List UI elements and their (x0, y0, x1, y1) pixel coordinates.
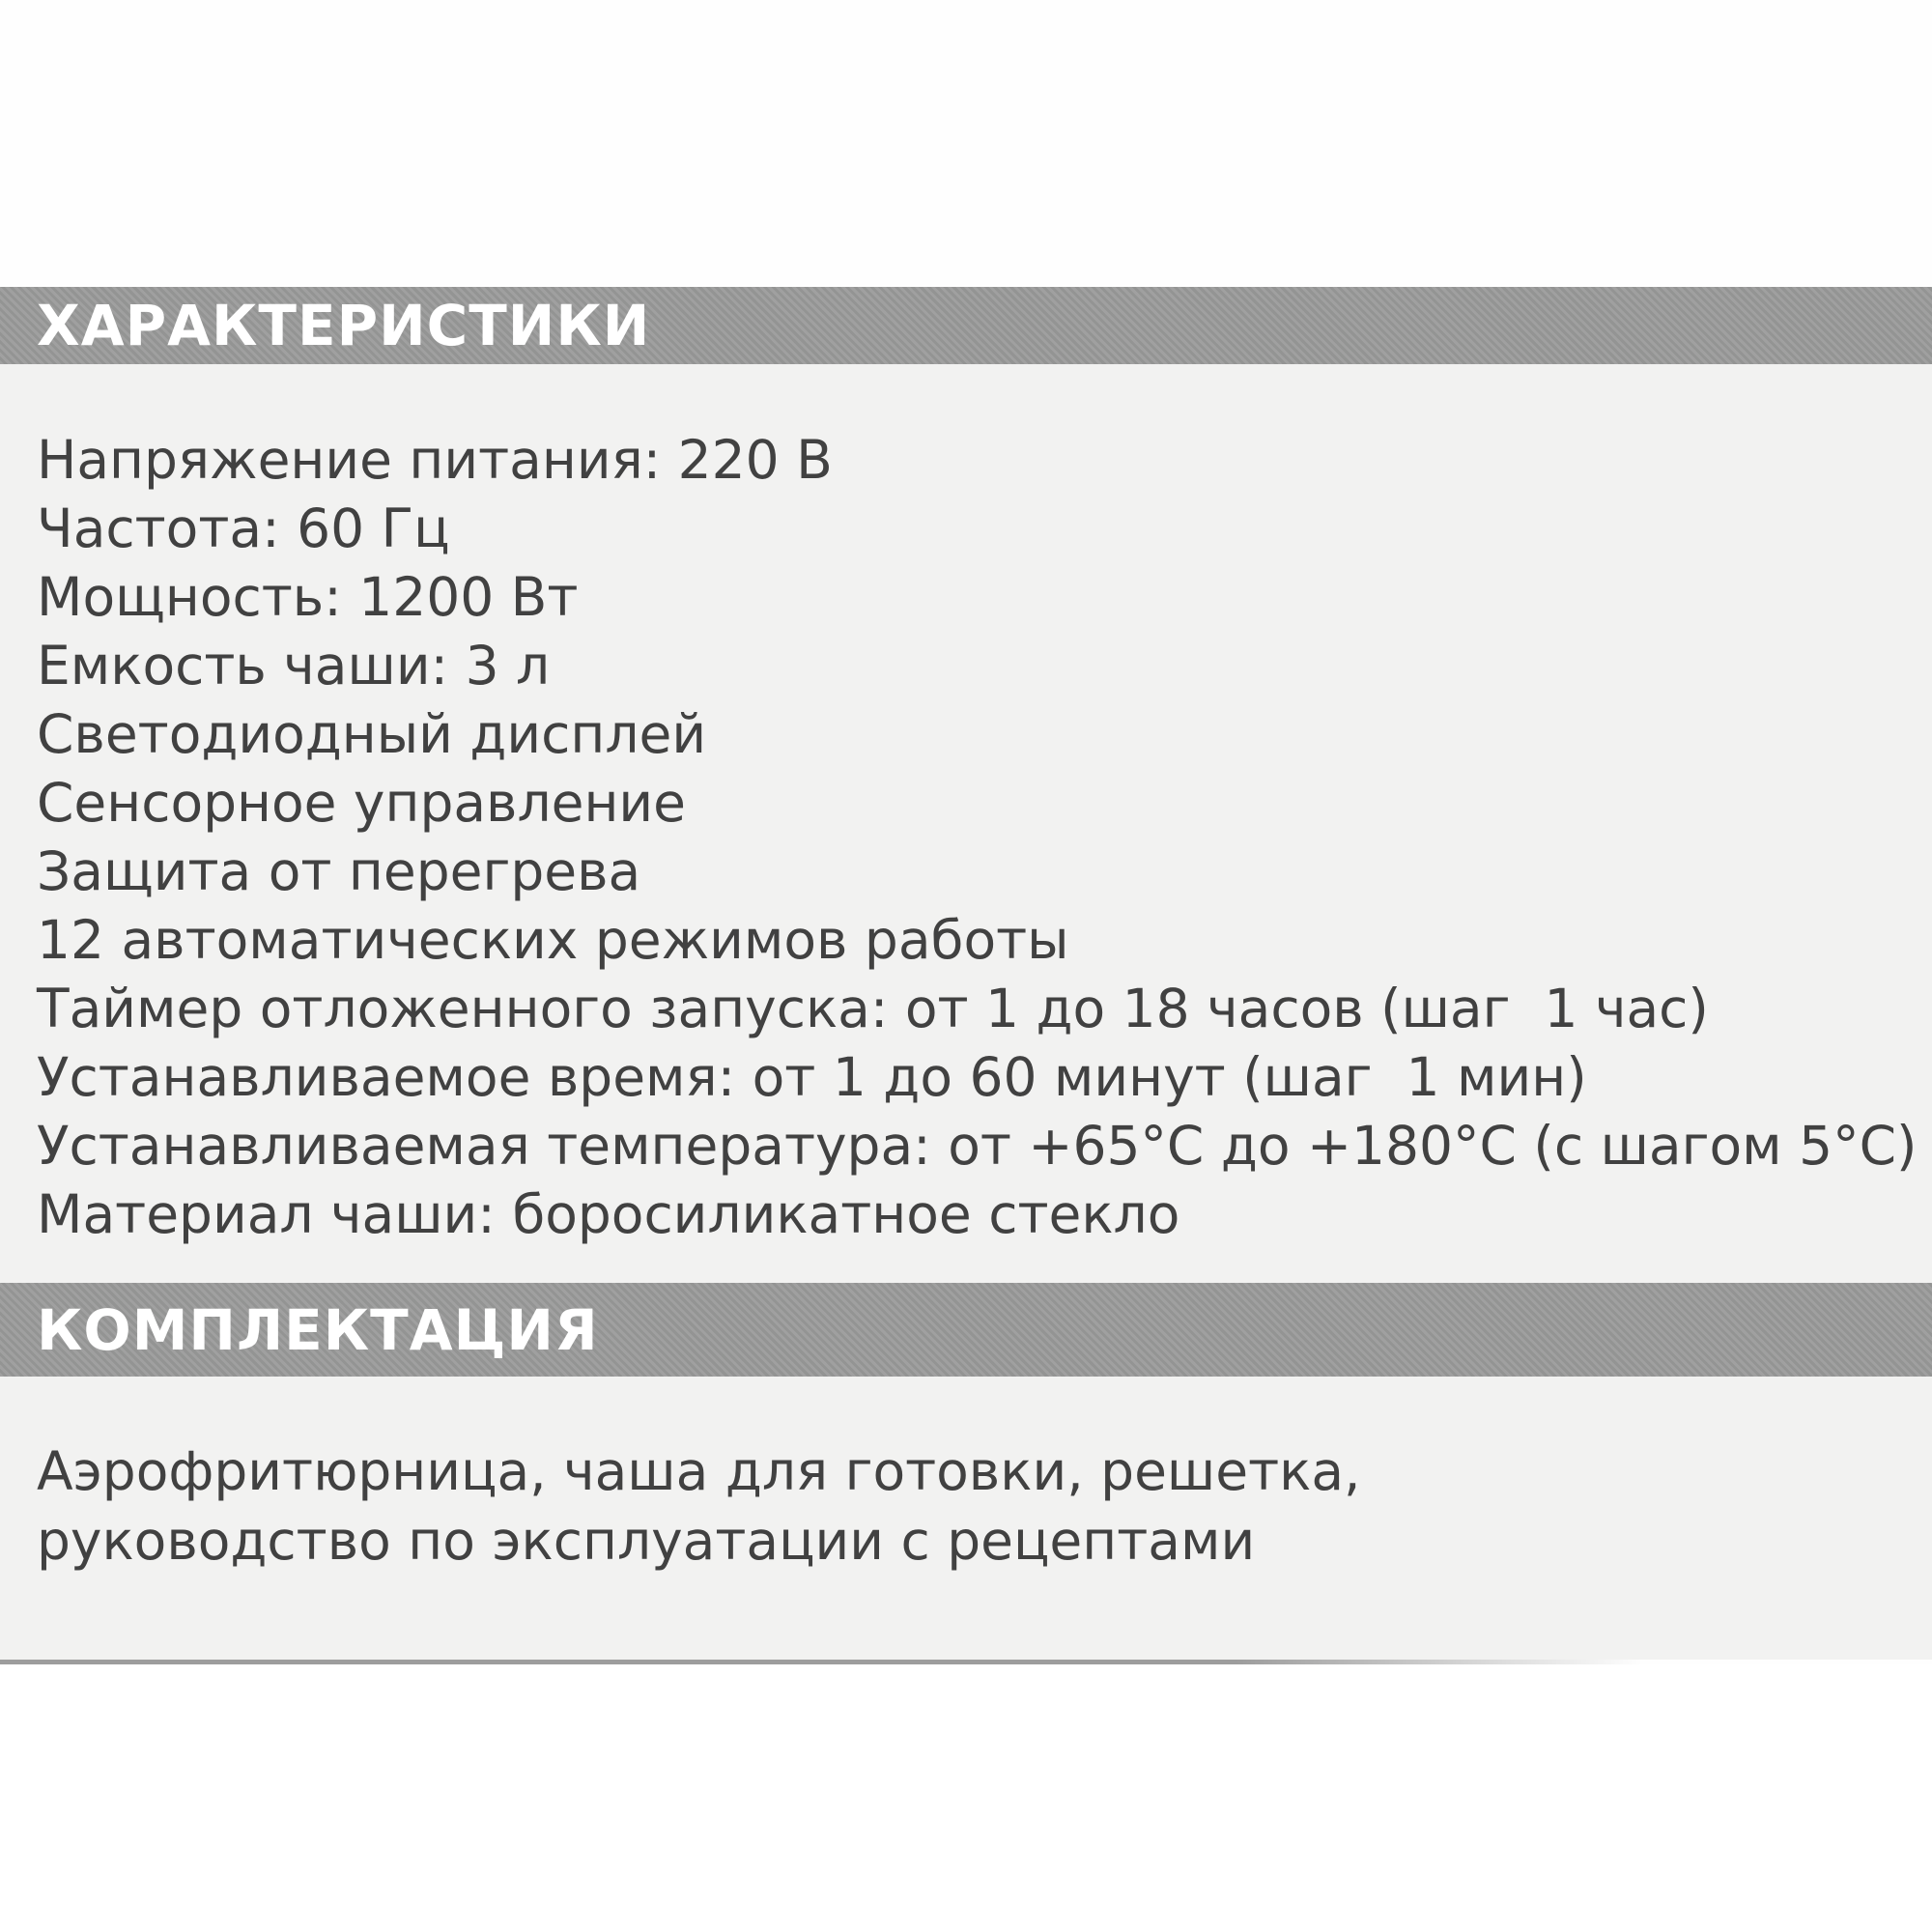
section-title-package: КОМПЛЕКТАЦИЯ (37, 1296, 599, 1363)
spec-line-temperature-range: Устанавливаемая температура: от +65°С до +180°С (с шагом 5°С) (37, 1115, 1918, 1177)
spec-line-time-range: Устанавливаемое время: от 1 до 60 минут (шаг 1 мин) (37, 1046, 1587, 1108)
spec-line-led-display: Светодиодный дисплей (37, 703, 707, 765)
package-panel (0, 1377, 1932, 1660)
top-margin (0, 0, 1932, 287)
spec-line-auto-modes: 12 автоматических режимов работы (37, 909, 1069, 971)
package-line-manual: руководство по эксплуатации с рецептами (37, 1510, 1256, 1572)
spec-line-bowl-capacity: Емкость чаши: 3 л (37, 635, 551, 696)
spec-line-touch-control: Сенсорное управление (37, 772, 687, 834)
spec-line-voltage: Напряжение питания: 220 В (37, 429, 833, 491)
package-line-items: Аэрофритюрница, чаша для готовки, решетка, (37, 1440, 1361, 1502)
characteristics-panel (0, 364, 1932, 1283)
spec-line-power: Мощность: 1200 Вт (37, 566, 579, 628)
bottom-margin (0, 1664, 1932, 1932)
section-header-characteristics (0, 287, 1932, 364)
spec-line-overheat-protection: Защита от перегрева (37, 840, 641, 902)
section-header-package (0, 1283, 1932, 1377)
section-title-characteristics: ХАРАКТЕРИСТИКИ (37, 293, 651, 358)
spec-line-bowl-material: Материал чаши: боросиликатное стекло (37, 1183, 1180, 1245)
spec-line-delay-timer: Таймер отложенного запуска: от 1 до 18 часов (шаг 1 час) (37, 978, 1709, 1039)
spec-line-frequency: Частота: 60 Гц (37, 497, 450, 559)
